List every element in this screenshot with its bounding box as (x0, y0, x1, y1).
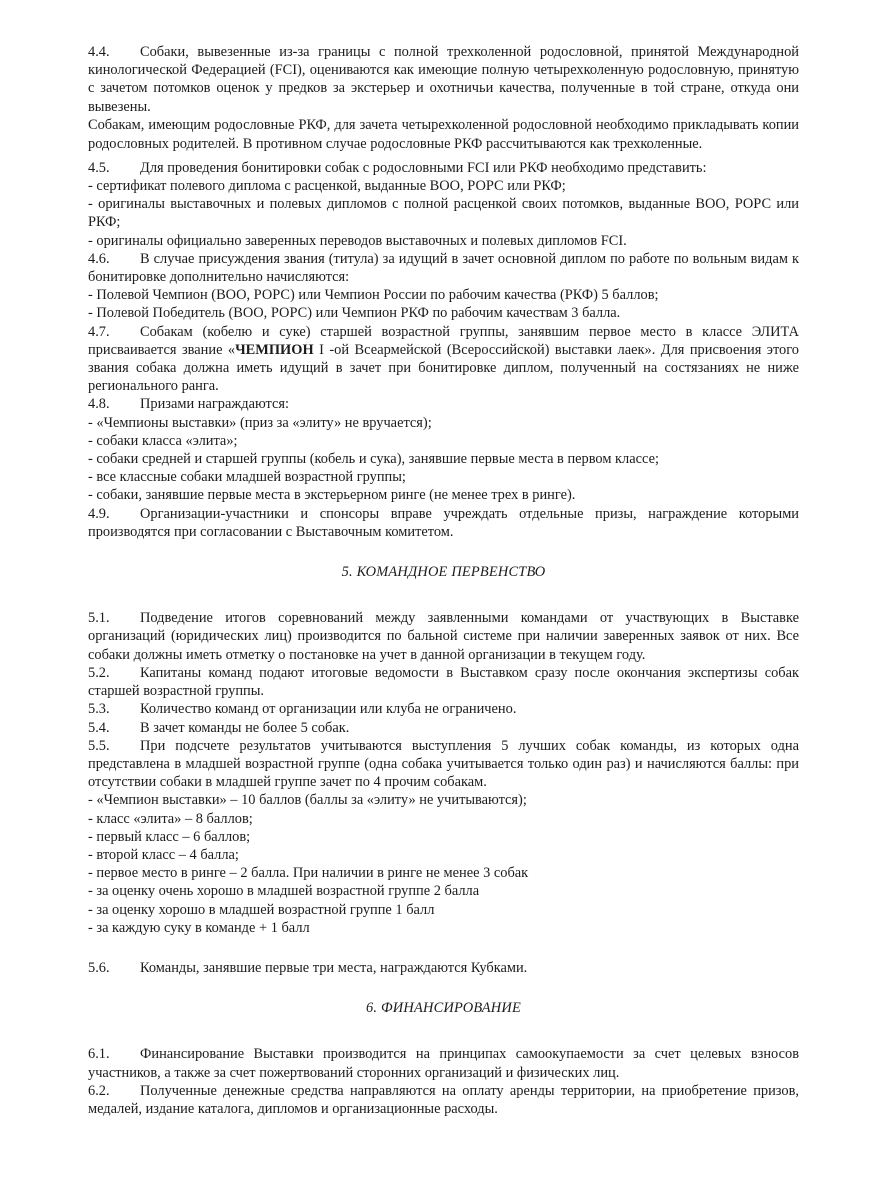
clause-number: 4.6. (88, 250, 110, 267)
list-item: - за каждую суку в команде + 1 балл (88, 919, 310, 936)
clause-4-6 (88, 250, 799, 286)
list-item: - оригиналы выставочных и полевых дипломов с полной расценкой своих потомков, выданные ВОО, РОРС или РКФ; (88, 196, 799, 231)
clause-text: Количество команд от организации или клуба не ограничено. (140, 701, 517, 718)
list-item: - первое место в ринге – 2 балла. При наличии в ринге не менее 3 собак (88, 865, 529, 882)
clause-number: 5.6. (88, 959, 110, 976)
list-item: - сертификат полевого диплома с расценкой, выданные ВОО, РОРС или РКФ; (88, 178, 566, 195)
clause-text: Финансирование Выставки производится на принципах самоокупаемости за счет целевых взносов участников, а также за счет пожертвований сторонних организаций и физических лиц. (88, 1046, 799, 1081)
clause-number: 4.7. (88, 323, 110, 340)
list-item: - собаки класса «элита»; (88, 432, 238, 449)
section-heading-5: 5. КОМАНДНОЕ ПЕРВЕНСТВО (341, 564, 546, 581)
list-item: - Полевой Чемпион (ВОО, РОРС) или Чемпион России по рабочим качества (РКФ) 5 баллов; (88, 287, 659, 304)
clause-text: В зачет команды не более 5 собак. (140, 719, 350, 736)
clause-text: При подсчете результатов учитываются выступления 5 лучших собак команды, из которых одна представлена в младшей возрастной группе (одна собака учитывается только один раз) и начисляются баллы: при отсутствии собаки в младшей группе зачет по 4 прочим собакам. (88, 737, 799, 791)
clause-number: 4.9. (88, 505, 110, 522)
clause-5-6 (88, 959, 799, 977)
clause-text: Подведение итогов соревнований между заявленными командами от участвующих в Выставке организаций (юридических лиц) производится по бальной системе при наличии заверенных заявок от них. Все собаки должны иметь отметку о постановке на учет в данной организации в текущем году. (88, 610, 799, 663)
list-item: - первый класс – 6 баллов; (88, 828, 251, 845)
clause-number: 4.4. (88, 44, 110, 60)
clause-5-2 (88, 664, 799, 700)
clause-4-4 (88, 43, 799, 116)
clause-text-a: Собакам (кобелю и суке) старшей возрастной группы, занявшим первое место в классе ЭЛИТА присваивается звание « (88, 323, 799, 358)
clause-5-3 (88, 700, 799, 718)
list-item: - «Чемпион выставки» – 10 баллов (баллы за «элиту» не учитываются); (88, 792, 527, 809)
clause-text: Призами награждаются: (140, 396, 290, 413)
clause-number: 5.4. (88, 719, 110, 736)
clause-text: Команды, занявшие первые три места, награждаются Кубками. (140, 959, 528, 976)
list-item: - собаки, занявшие первые места в экстерьерном ринге (не менее трех в ринге). (88, 487, 576, 504)
list-item: - оригиналы официально заверенных переводов выставочных и полевых дипломов FCI. (88, 232, 627, 249)
clause-4-5 (88, 159, 799, 177)
clause-5-4 (88, 719, 799, 737)
list-item: - за оценку хорошо в младшей возрастной группе 1 балл (88, 901, 435, 918)
clause-4-4-extra: Собакам, имеющим родословные РКФ, для зачета четырехколенной родословной необходимо прикладывать копии родословных родителей. В противном случае родословные РКФ рассчитываются как трехколенные. (88, 116, 799, 153)
champion-title: ЧЕМПИОН (235, 341, 314, 358)
clause-number: 5.3. (88, 701, 110, 718)
clause-number: 4.5. (88, 159, 110, 176)
clause-5-1 (88, 609, 799, 664)
clause-number: 5.1. (88, 610, 110, 627)
clause-4-7 (88, 323, 799, 396)
clause-number: 5.2. (88, 664, 110, 681)
clause-text: Для проведения бонитировки собак с родословными FCI или РКФ необходимо представить: (140, 159, 707, 176)
clause-4-9 (88, 505, 799, 541)
clause-text: Капитаны команд подают итоговые ведомости в Выставком сразу после окончания экспертизы собак старшей возрастной группы. (88, 664, 799, 700)
section-heading-6: 6. ФИНАНСИРОВАНИЕ (366, 1000, 521, 1017)
clause-text: Организации-участники и спонсоры вправе учреждать отдельные призы, награждение которыми производятся при согласовании с Выставочным комитетом. (88, 505, 799, 540)
clause-number: 6.1. (88, 1046, 110, 1063)
clause-text-b: I -ой Всеармейской (Всероссийской) выставки лаек». Для присвоения этого звания собака должна иметь идущий в зачет при бонитировке диплом, полученный на состязаниях не ниже регионального ранга. (88, 341, 799, 395)
list-item: - второй класс – 4 балла; (88, 846, 239, 863)
list-item: - за оценку очень хорошо в младшей возрастной группе 2 балла (88, 883, 480, 900)
clause-text: В случае присуждения звания (титула) за идущий в зачет основной диплом по работе по вольным видам к бонитировке дополнительно начисляются: (88, 250, 799, 286)
clause-6-1 (88, 1045, 799, 1081)
clause-6-2 (88, 1082, 799, 1118)
clause-text: Собаки, вывезенные из-за границы с полной трехколенной родословной, принятой Международной кинологической Федерацией (FCI), оцениваются как имеющие полную четырехколенную родословную, принятую с зачетом потомков оценок у предков за экстерьер и охотничьи качества, полученные в той стране, откуда они вывезены. (88, 44, 799, 115)
clause-number: 6.2. (88, 1082, 110, 1099)
list-item: - класс «элита» – 8 баллов; (88, 810, 253, 827)
clause-4-8 (88, 395, 799, 413)
list-item: - «Чемпионы выставки» (приз за «элиту» не вручается); (88, 414, 432, 431)
clause-number: 4.8. (88, 396, 110, 413)
list-item: - все классные собаки младшей возрастной группы; (88, 469, 406, 486)
list-item: - Полевой Победитель (ВОО, РОРС) или Чемпион РКФ по рабочим качествам 3 балла. (88, 305, 621, 322)
list-item: - собаки средней и старшей группы (кобель и сука), занявшие первые места в первом классе; (88, 451, 659, 468)
clause-number: 5.5. (88, 737, 110, 754)
clause-text: Полученные денежные средства направляются на оплату аренды территории, на приобретение призов, медалей, издание каталога, дипломов и организационные расходы. (88, 1082, 799, 1117)
clause-5-5 (88, 737, 799, 792)
